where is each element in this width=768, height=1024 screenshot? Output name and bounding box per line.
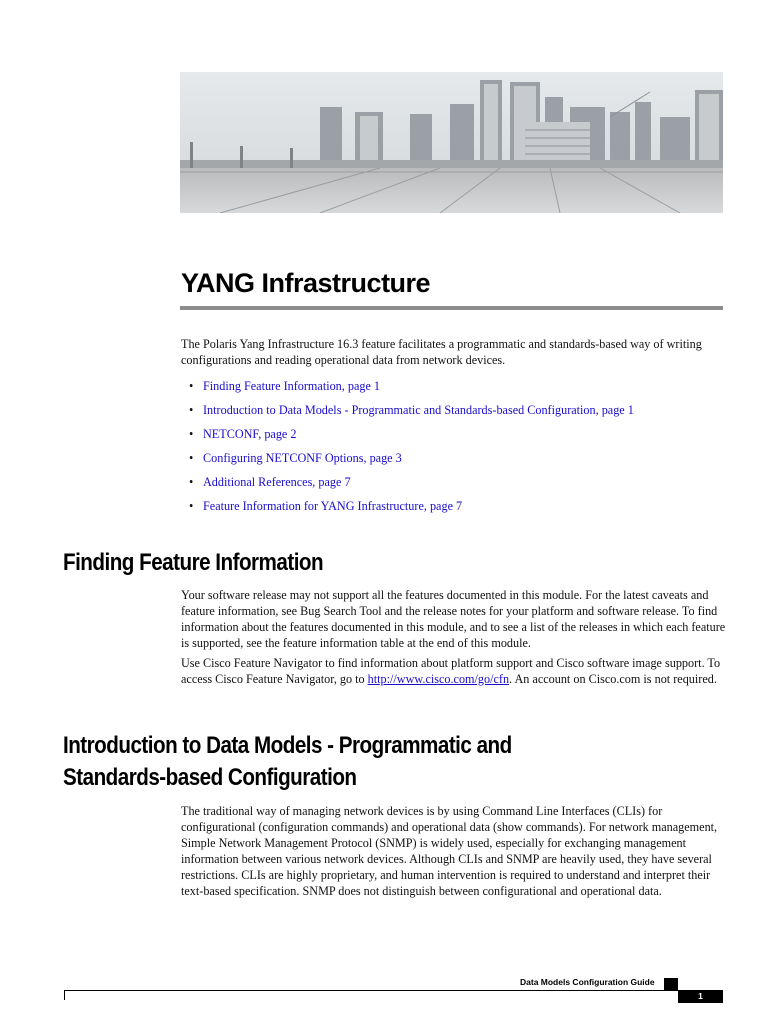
chapter-intro: The Polaris Yang Infrastructure 16.3 feature facilitates a programmatic and standards-based way of writing configurations and reading operational data from network devices. xyxy=(181,337,702,367)
finding-paragraph-2 xyxy=(181,655,726,687)
city-skyline-graphic xyxy=(180,72,723,213)
finding-paragraph-1: Your software release may not support all the features documented in this module. For the latest caveats and feature information, see Bug Search Tool and the release notes for your platform and software release. To find information about the features documented in this module, and to see a list of the releases in which each feature is supported, see the feature information table at the end of this module. xyxy=(181,588,726,650)
bullet-icon: • xyxy=(189,499,194,513)
title-rule xyxy=(180,306,723,310)
section-heading-introduction-line-1: Introduction to Data Models - Programmatic and xyxy=(63,732,512,759)
toc-link-configuring-netconf-options[interactable]: Configuring NETCONF Options, page 3 xyxy=(203,451,402,465)
toc-item xyxy=(181,498,634,522)
toc-item xyxy=(181,426,634,450)
cisco-feature-navigator-link[interactable]: http://www.cisco.com/go/cfn xyxy=(367,672,510,686)
header-banner-image xyxy=(180,72,723,213)
bullet-icon: • xyxy=(189,379,194,393)
section-heading-introduction-line-2: Standards-based Configuration xyxy=(63,764,357,791)
footer-tick xyxy=(64,990,65,1000)
toc-link-additional-references[interactable]: Additional References, page 7 xyxy=(203,475,351,489)
toc-link-feature-information[interactable]: Feature Information for YANG Infrastructure, page 7 xyxy=(203,499,463,513)
finding-paragraph-2-text-after: . An account on Cisco.com is not required. xyxy=(509,672,717,686)
toc-item xyxy=(181,402,634,426)
chapter-title: YANG Infrastructure xyxy=(181,268,431,298)
footer-guide-title: Data Models Configuration Guide xyxy=(520,977,655,987)
introduction-paragraph-1: The traditional way of managing network devices is by using Command Line Interfaces (CLIs) for configurational (configuration commands) and operational data (show commands). For network management, Simple Network Management Protocol (SNMP) is widely used, especially for exchanging management information between various network devices. Although CLIs and SNMP are heavily used, they have several restrictions. CLIs are highly proprietary, and human intervention is required to understand and interpret their text-based specification. SNMP does not distinguish between configurational and operational data. xyxy=(181,804,718,898)
bullet-icon: • xyxy=(189,427,194,441)
toc-item xyxy=(181,474,634,498)
toc-item xyxy=(181,450,634,474)
toc-list xyxy=(181,378,634,522)
page-number: 1 xyxy=(678,990,723,1003)
bullet-icon: • xyxy=(189,451,194,465)
bullet-icon: • xyxy=(189,403,194,417)
section-heading-finding-feature-information: Finding Feature Information xyxy=(63,549,324,576)
toc-item xyxy=(181,378,634,402)
footer-rule xyxy=(64,990,678,991)
bullet-icon: • xyxy=(189,475,194,489)
toc-link-finding-feature-information[interactable]: Finding Feature Information, page 1 xyxy=(203,379,381,393)
toc-link-netconf[interactable]: NETCONF, page 2 xyxy=(203,427,297,441)
footer-marker xyxy=(664,978,678,990)
finding-paragraph-2-text-before: Use Cisco Feature Navigator to find information about platform support and Cisco software image support. To access Cisco Feature Navigator, go to xyxy=(181,656,721,686)
toc-link-introduction-to-data-models[interactable]: Introduction to Data Models - Programmatic and Standards-based Configuration, page 1 xyxy=(203,403,634,417)
